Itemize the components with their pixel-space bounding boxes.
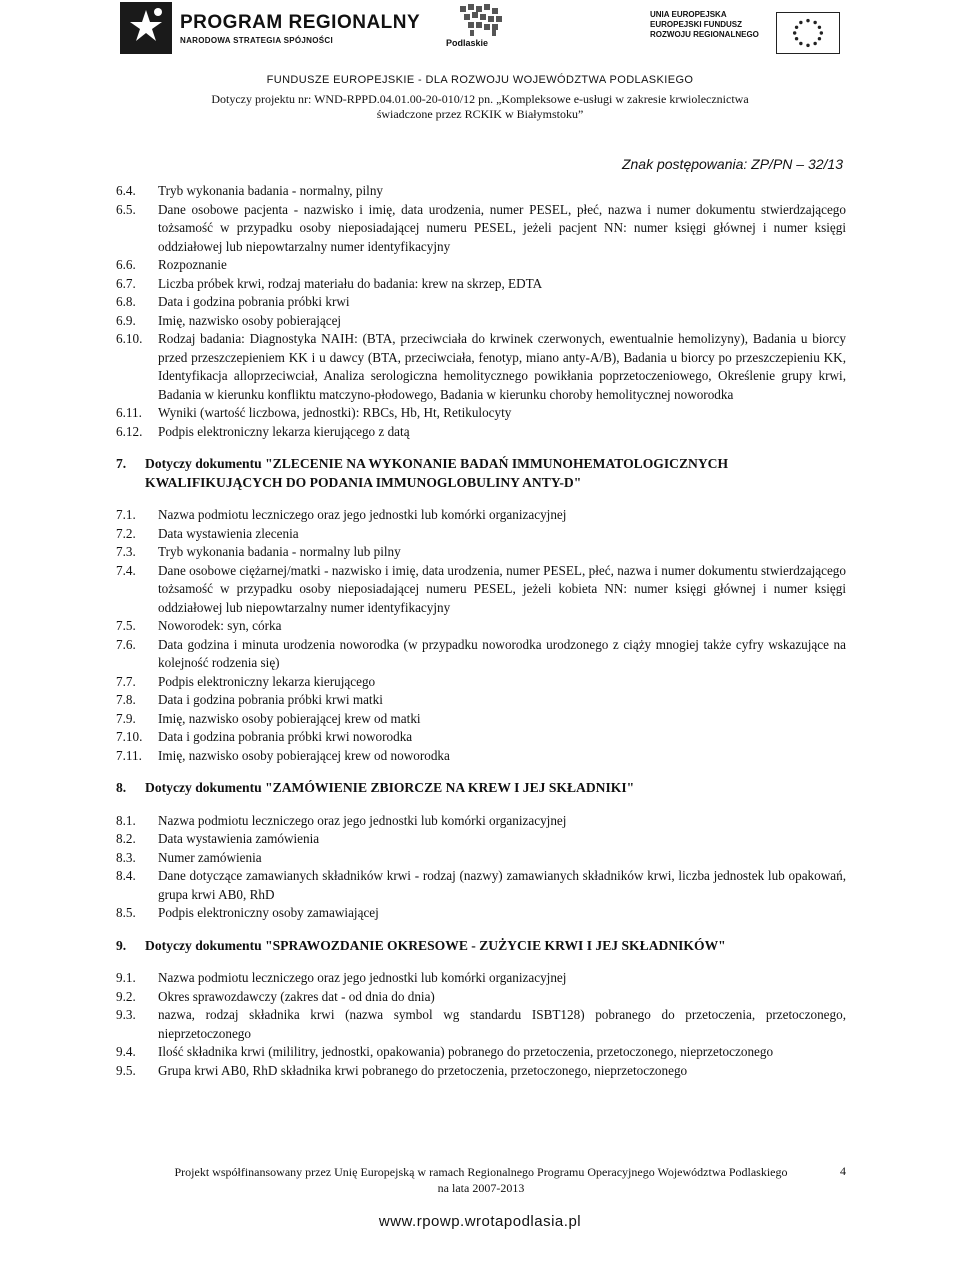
podlaskie-logo bbox=[440, 2, 530, 52]
item-text: Numer zamówienia bbox=[158, 849, 262, 865]
item-number: 6.6. bbox=[116, 257, 136, 272]
item-number: 7.5. bbox=[116, 618, 136, 633]
item-text: Data i godzina pobrania próbki krwi bbox=[158, 294, 350, 309]
item-text: Data godzina i minuta urodzenia noworodka (w przypadku noworodka urodzonego z ciąży mnogiej także cyfry wskazujące na kolejność rodzenia się) bbox=[158, 636, 846, 670]
section-number: 8. bbox=[116, 780, 127, 795]
page-number: 4 bbox=[840, 1164, 846, 1178]
project-info bbox=[0, 92, 960, 122]
section-title: Dotyczy dokumentu "SPRAWOZDANIE OKRESOWE - ZUŻYCIE KRWI I JEJ SKŁADNIKÓW" bbox=[145, 937, 726, 953]
item-text: Data wystawienia zamówienia bbox=[158, 831, 320, 846]
eu-logo-line2: EUROPEJSKI FUNDUSZ bbox=[650, 20, 743, 29]
item-number: 9.1. bbox=[116, 970, 136, 985]
item-number: 8.5. bbox=[116, 905, 136, 920]
footer-line-2: na lata 2007-2013 bbox=[437, 1181, 525, 1195]
item-number: 6.12. bbox=[116, 423, 143, 439]
item-text: Okres sprawozdawczy (zakres dat - od dnia do dnia) bbox=[158, 988, 435, 1004]
item-text: Data wystawienia zlecenia bbox=[158, 525, 299, 541]
list-item bbox=[116, 543, 846, 562]
item-number: 7.10. bbox=[116, 729, 143, 744]
list-item bbox=[116, 830, 846, 849]
item-number: 6.5. bbox=[116, 201, 136, 217]
item-number: 6.8. bbox=[116, 294, 136, 309]
item-text: Podpis elektroniczny lekarza kierującego bbox=[158, 673, 376, 689]
item-number: 7.11. bbox=[116, 747, 142, 763]
item-text: Grupa krwi AB0, RhD składnika krwi pobranego do przetoczenia, przetoczonego, nieprzetoczonego bbox=[158, 1062, 688, 1078]
list-item bbox=[116, 1062, 846, 1081]
list-section-8 bbox=[116, 812, 846, 923]
section-7-heading bbox=[116, 455, 846, 492]
list-item bbox=[116, 691, 846, 710]
item-text: Imię, nazwisko osoby pobierającej krew od noworodka bbox=[158, 747, 450, 763]
item-text: Nazwa podmiotu leczniczego oraz jego jednostki lub komórki organizacyjnej bbox=[158, 970, 567, 985]
item-number: 6.11. bbox=[116, 405, 142, 420]
item-number: 6.10. bbox=[116, 331, 143, 346]
item-text: Wyniki (wartość liczbowa, jednostki): RBCs, Hb, Ht, Retikulocyty bbox=[158, 405, 512, 420]
item-number: 6.9. bbox=[116, 312, 136, 328]
item-number: 9.5. bbox=[116, 1062, 136, 1078]
item-text: Podpis elektroniczny lekarza kierującego z datą bbox=[158, 423, 410, 439]
list-item bbox=[116, 275, 846, 294]
eu-logo-text bbox=[650, 10, 759, 40]
project-line-1: Dotyczy projektu nr: WND-RPPD.04.01.00-20-010/12 pn. „Kompleksowe e-usługi w zakresie krwiolecznictwa bbox=[211, 92, 749, 106]
list-item bbox=[116, 506, 846, 525]
item-text: Ilość składnika krwi (mililitry, jednostki, opakowania) pobranego do przetoczenia, przetoczonego, nieprzetoczonego bbox=[158, 1044, 774, 1059]
item-number: 9.2. bbox=[116, 988, 136, 1004]
list-item bbox=[116, 617, 846, 636]
item-number: 6.7. bbox=[116, 275, 136, 291]
footer-line-1: Projekt współfinansowany przez Unię Europejską w ramach Regionalnego Programu Operacyjnego Województwa Podlaskiego bbox=[174, 1165, 788, 1179]
page-header bbox=[0, 0, 960, 121]
list-item bbox=[116, 969, 846, 988]
item-number: 8.2. bbox=[116, 831, 136, 846]
list-item bbox=[116, 747, 846, 766]
list-item bbox=[116, 330, 846, 404]
item-number: 7.6. bbox=[116, 636, 136, 652]
item-number: 7.9. bbox=[116, 710, 136, 726]
section-title: Dotyczy dokumentu "ZAMÓWIENIE ZBIORCZE NA KREW I JEJ SKŁADNIKI" bbox=[145, 780, 635, 795]
item-number: 9.4. bbox=[116, 1044, 136, 1059]
item-number: 6.4. bbox=[116, 183, 136, 198]
item-text: Noworodek: syn, córka bbox=[158, 618, 282, 633]
section-number: 9. bbox=[116, 937, 127, 953]
list-item bbox=[116, 673, 846, 692]
item-text: Nazwa podmiotu leczniczego oraz jego jednostki lub komórki organizacyjnej bbox=[158, 507, 567, 522]
item-text: Dane osobowe pacjenta - nazwisko i imię, data urodzenia, numer PESEL, płeć, nazwa i numer dokumentu stwierdzającego tożsamość w przypadku osoby nieposiadającej numeru PESEL, jeżeli pacjent NN: numer księgi głównej i numer księgi oddziałowej lub niepowtarzalny numer identyfikacyjny bbox=[158, 201, 846, 254]
list-item bbox=[116, 812, 846, 831]
list-item bbox=[116, 1043, 846, 1062]
eu-logo bbox=[650, 10, 850, 50]
item-number: 8.1. bbox=[116, 812, 136, 828]
funds-banner: FUNDUSZE EUROPEJSKIE - DLA ROZWOJU WOJEWÓDZTWA PODLASKIEGO bbox=[266, 74, 694, 86]
project-line-2: świadczone przez RCKIK w Białymstoku” bbox=[376, 107, 584, 121]
list-item bbox=[116, 904, 846, 923]
list-section-6 bbox=[116, 182, 846, 441]
item-number: 7.3. bbox=[116, 544, 136, 559]
list-section-9 bbox=[116, 969, 846, 1080]
section-title: Dotyczy dokumentu "ZLECENIE NA WYKONANIE BADAŃ IMMUNOHEMATOLOGICZNYCH KWALIFIKUJĄCYCH DO PODANIA IMMUNOGLOBULINY ANTY-D" bbox=[145, 456, 729, 490]
item-text: Dane dotyczące zamawianych składników krwi - rodzaj (nazwy) zamawianych składników krwi, liczba jednostek lub opakowań, grupa krwi AB0, RhD bbox=[158, 868, 846, 902]
logo-left-title: PROGRAM REGIONALNY bbox=[180, 12, 421, 33]
item-text: Rodzaj badania: Diagnostyka NAIH: (BTA, przeciwciała do krwinek czerwonych, ewentualnie hemolizyny), Badania u biorcy przed przeszczepieniem KK i u dawcy (BTA, przeciwciała, fenotyp, miano anty-A/B), Badania u biorcy po przeszczepieniu KK, Identyfikacja alloprzeciwciał, Analiza serologiczna hemolitycznego powikłania poprzetoczeniowego, Określenie grupy krwi, Badania w kierunku konfliktu matczyno-płodowego, Badania w kierunku choroby hemolitycznej noworodka bbox=[158, 331, 846, 402]
item-text: Nazwa podmiotu leczniczego oraz jego jednostki lub komórki organizacyjnej bbox=[158, 812, 567, 828]
item-text: Imię, nazwisko osoby pobierającej krew od matki bbox=[158, 710, 421, 726]
item-text: Data i godzina pobrania próbki krwi matki bbox=[158, 692, 383, 707]
list-item bbox=[116, 423, 846, 442]
list-item bbox=[116, 525, 846, 544]
item-text: Podpis elektroniczny osoby zamawiającej bbox=[158, 905, 379, 920]
item-text: Data i godzina pobrania próbki krwi noworodka bbox=[158, 729, 413, 744]
eu-flag-icon bbox=[776, 12, 840, 54]
program-regionalny-logo bbox=[120, 2, 421, 54]
eu-logo-line3: ROZWOJU REGIONALNEGO bbox=[650, 30, 759, 39]
item-number: 7.7. bbox=[116, 673, 136, 689]
section-9-heading bbox=[116, 937, 846, 956]
list-item bbox=[116, 988, 846, 1007]
list-item bbox=[116, 849, 846, 868]
list-item bbox=[116, 404, 846, 423]
list-item bbox=[116, 728, 846, 747]
item-text: Rozpoznanie bbox=[158, 257, 227, 272]
list-item bbox=[116, 312, 846, 331]
list-item bbox=[116, 293, 846, 312]
item-number: 7.8. bbox=[116, 692, 136, 707]
item-text: Liczba próbek krwi, rodzaj materiału do badania: krew na skrzep, EDTA bbox=[158, 275, 543, 291]
item-text: Dane osobowe ciężarnej/matki - nazwisko i imię, data urodzenia, numer PESEL, płeć, nazwa i numer dokumentu stwierdzającego tożsamość w przypadku osoby nieposiadającej numeru PESEL, jeżeli kobieta NN: numer księgi głównej i numer księgi oddziałowej lub niepowtarzalny numer identyfikacyjny bbox=[158, 562, 846, 615]
website-url: www.rpowp.wrotapodlasia.pl bbox=[378, 1213, 582, 1230]
item-number: 8.4. bbox=[116, 868, 136, 883]
item-text: Tryb wykonania badania - normalny lub pilny bbox=[158, 544, 401, 559]
list-item bbox=[116, 201, 846, 257]
list-item bbox=[116, 182, 846, 201]
item-number: 7.1. bbox=[116, 507, 136, 522]
list-item bbox=[116, 636, 846, 673]
logo-mid-label: Podlaskie bbox=[446, 38, 489, 48]
eu-logo-line1: UNIA EUROPEJSKA bbox=[650, 10, 727, 19]
list-section-7 bbox=[116, 506, 846, 765]
item-number: 9.3. bbox=[116, 1007, 136, 1022]
logo-left-subtitle: NARODOWA STRATEGIA SPÓJNOŚCI bbox=[180, 36, 334, 45]
item-text: nazwa, rodzaj składnika krwi (nazwa symbol wg standardu ISBT128) pobranego do przetoczenia, przetoczonego, nieprzetoczonego bbox=[158, 1007, 846, 1041]
list-item bbox=[116, 867, 846, 904]
item-text: Tryb wykonania badania - normalny, pilny bbox=[158, 183, 384, 198]
case-reference: Znak postępowania: ZP/PN – 32/13 bbox=[621, 156, 843, 172]
page-footer bbox=[116, 1164, 846, 1196]
star-figure-icon bbox=[120, 2, 172, 54]
section-8-heading bbox=[116, 779, 846, 798]
item-number: 8.3. bbox=[116, 849, 136, 865]
list-item bbox=[116, 710, 846, 729]
item-number: 7.2. bbox=[116, 525, 136, 541]
list-item bbox=[116, 562, 846, 618]
list-item bbox=[116, 1006, 846, 1043]
item-text: Imię, nazwisko osoby pobierającej bbox=[158, 312, 342, 328]
document-body bbox=[116, 182, 846, 1080]
bison-icon bbox=[440, 2, 530, 38]
list-item bbox=[116, 256, 846, 275]
section-number: 7. bbox=[116, 456, 127, 471]
item-number: 7.4. bbox=[116, 562, 136, 578]
